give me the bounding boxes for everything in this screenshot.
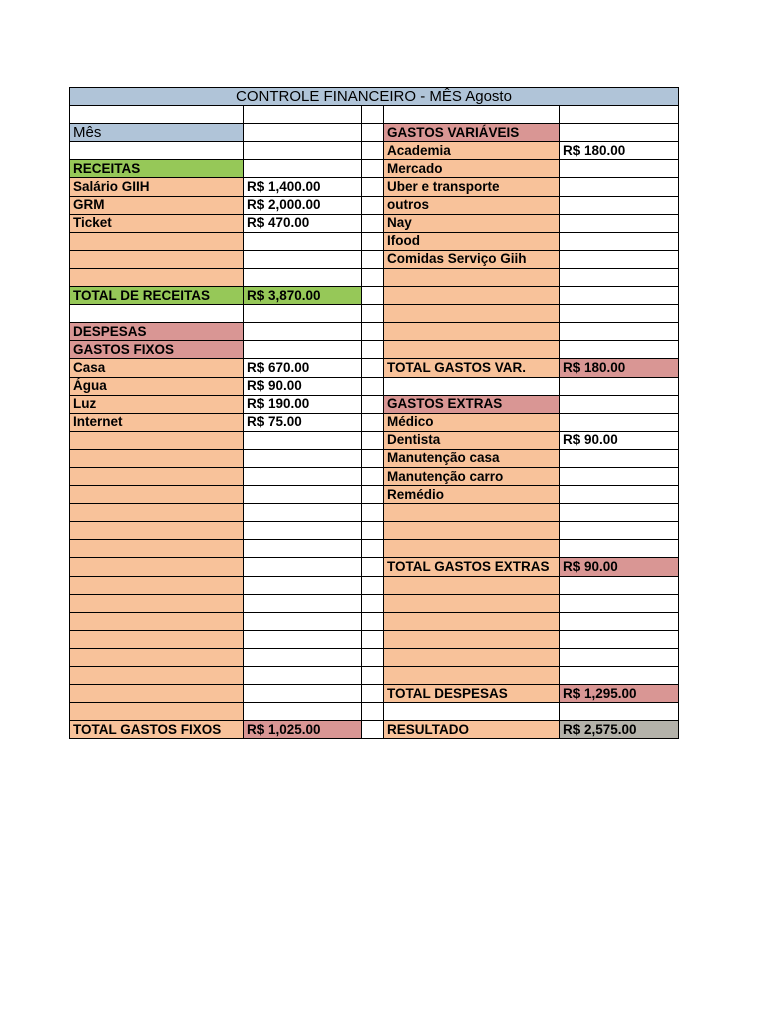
variable-expense-value[interactable]	[560, 178, 679, 196]
cell[interactable]	[560, 305, 679, 323]
cell[interactable]	[560, 630, 679, 648]
cell[interactable]	[384, 106, 560, 124]
extra-expense-value[interactable]: R$ 90.00	[560, 431, 679, 449]
cell[interactable]	[244, 558, 362, 576]
cell[interactable]	[70, 431, 244, 449]
cell[interactable]	[70, 522, 244, 540]
cell[interactable]	[560, 395, 679, 413]
cell[interactable]	[70, 268, 244, 286]
variable-expenses-header[interactable]: GASTOS VARIÁVEIS	[384, 124, 560, 142]
cell[interactable]	[362, 196, 384, 214]
variable-expense-value[interactable]	[560, 160, 679, 178]
cell[interactable]	[362, 667, 384, 685]
fixed-expense-value[interactable]: R$ 75.00	[244, 413, 362, 431]
income-value[interactable]: R$ 1,400.00	[244, 178, 362, 196]
cell[interactable]	[362, 540, 384, 558]
cell[interactable]	[244, 703, 362, 721]
cell[interactable]	[244, 305, 362, 323]
fixed-expense-value[interactable]: R$ 190.00	[244, 395, 362, 413]
total-expenses-label[interactable]: TOTAL DESPESAS	[384, 685, 560, 703]
cell[interactable]	[244, 612, 362, 630]
cell[interactable]	[244, 142, 362, 160]
cell[interactable]	[362, 721, 384, 739]
extra-expense-label[interactable]: Manutenção casa	[384, 449, 560, 467]
cell[interactable]	[560, 106, 679, 124]
cell[interactable]	[362, 359, 384, 377]
cell[interactable]	[244, 250, 362, 268]
cell[interactable]	[70, 106, 244, 124]
cell[interactable]	[560, 124, 679, 142]
cell[interactable]	[384, 703, 560, 721]
cell[interactable]	[362, 576, 384, 594]
result-value[interactable]: R$ 2,575.00	[560, 721, 679, 739]
cell[interactable]	[244, 594, 362, 612]
cell[interactable]	[70, 142, 244, 160]
variable-expense-label[interactable]: Mercado	[384, 160, 560, 178]
cell[interactable]	[362, 612, 384, 630]
cell[interactable]	[362, 142, 384, 160]
cell[interactable]	[70, 250, 244, 268]
extra-expense-label[interactable]: Médico	[384, 413, 560, 431]
cell[interactable]	[362, 522, 384, 540]
cell[interactable]	[362, 341, 384, 359]
cell[interactable]	[70, 612, 244, 630]
cell[interactable]	[362, 160, 384, 178]
cell[interactable]	[560, 576, 679, 594]
cell[interactable]	[362, 287, 384, 305]
variable-expense-label[interactable]: Uber e transporte	[384, 178, 560, 196]
cell[interactable]	[384, 305, 560, 323]
fixed-expense-label[interactable]: Luz	[70, 395, 244, 413]
cell[interactable]	[244, 160, 362, 178]
fixed-expense-label[interactable]: Internet	[70, 413, 244, 431]
cell[interactable]	[384, 540, 560, 558]
cell[interactable]	[244, 449, 362, 467]
cell[interactable]	[70, 232, 244, 250]
cell[interactable]	[362, 449, 384, 467]
cell[interactable]	[362, 178, 384, 196]
income-label[interactable]: GRM	[70, 196, 244, 214]
fixed-expense-value[interactable]: R$ 90.00	[244, 377, 362, 395]
cell[interactable]	[384, 377, 560, 395]
total-extras-label[interactable]: TOTAL GASTOS EXTRAS	[384, 558, 560, 576]
income-header[interactable]: RECEITAS	[70, 160, 244, 178]
month-label[interactable]: Mês	[70, 124, 244, 142]
cell[interactable]	[362, 467, 384, 485]
income-value[interactable]: R$ 2,000.00	[244, 196, 362, 214]
variable-expense-label[interactable]: Ifood	[384, 232, 560, 250]
cell[interactable]	[362, 648, 384, 666]
cell[interactable]	[244, 486, 362, 504]
cell[interactable]	[244, 630, 362, 648]
cell[interactable]	[70, 504, 244, 522]
cell[interactable]	[384, 504, 560, 522]
cell[interactable]	[560, 540, 679, 558]
total-expenses-value[interactable]: R$ 1,295.00	[560, 685, 679, 703]
cell[interactable]	[244, 106, 362, 124]
cell[interactable]	[362, 413, 384, 431]
cell[interactable]	[70, 685, 244, 703]
cell[interactable]	[384, 612, 560, 630]
income-label[interactable]: Ticket	[70, 214, 244, 232]
cell[interactable]	[362, 106, 384, 124]
extra-expense-label[interactable]: Manutenção carro	[384, 467, 560, 485]
cell[interactable]	[244, 540, 362, 558]
cell[interactable]	[384, 667, 560, 685]
cell[interactable]	[560, 594, 679, 612]
cell[interactable]	[244, 667, 362, 685]
variable-expense-value[interactable]	[560, 214, 679, 232]
cell[interactable]	[362, 124, 384, 142]
extra-expenses-header[interactable]: GASTOS EXTRAS	[384, 395, 560, 413]
cell[interactable]	[560, 504, 679, 522]
variable-expense-label[interactable]: outros	[384, 196, 560, 214]
cell[interactable]	[244, 341, 362, 359]
cell[interactable]	[362, 268, 384, 286]
cell[interactable]	[70, 449, 244, 467]
total-variable-label[interactable]: TOTAL GASTOS VAR.	[384, 359, 560, 377]
cell[interactable]	[362, 558, 384, 576]
income-value[interactable]: R$ 470.00	[244, 214, 362, 232]
cell[interactable]	[560, 287, 679, 305]
cell[interactable]	[384, 594, 560, 612]
variable-expense-value[interactable]: R$ 180.00	[560, 142, 679, 160]
cell[interactable]	[70, 467, 244, 485]
fixed-expense-value[interactable]: R$ 670.00	[244, 359, 362, 377]
cell[interactable]	[384, 323, 560, 341]
variable-expense-label[interactable]: Academia	[384, 142, 560, 160]
fixed-expense-label[interactable]: Casa	[70, 359, 244, 377]
cell[interactable]	[384, 287, 560, 305]
cell[interactable]	[560, 522, 679, 540]
total-extras-value[interactable]: R$ 90.00	[560, 558, 679, 576]
cell[interactable]	[362, 685, 384, 703]
cell[interactable]	[362, 630, 384, 648]
cell[interactable]	[70, 540, 244, 558]
cell[interactable]	[362, 395, 384, 413]
cell[interactable]	[244, 576, 362, 594]
cell[interactable]	[384, 341, 560, 359]
cell[interactable]	[70, 703, 244, 721]
cell[interactable]	[70, 667, 244, 685]
extra-expense-value[interactable]	[560, 413, 679, 431]
cell[interactable]	[244, 685, 362, 703]
cell[interactable]	[70, 648, 244, 666]
total-fixed-value[interactable]: R$ 1,025.00	[244, 721, 362, 739]
extra-expense-label[interactable]: Dentista	[384, 431, 560, 449]
cell[interactable]	[362, 504, 384, 522]
variable-expense-label[interactable]: Comidas Serviço Giih	[384, 250, 560, 268]
cell[interactable]	[560, 612, 679, 630]
cell[interactable]	[244, 268, 362, 286]
cell[interactable]	[362, 250, 384, 268]
variable-expense-label[interactable]: Nay	[384, 214, 560, 232]
result-label[interactable]: RESULTADO	[384, 721, 560, 739]
cell[interactable]	[384, 268, 560, 286]
variable-expense-value[interactable]	[560, 232, 679, 250]
cell[interactable]	[560, 667, 679, 685]
extra-expense-value[interactable]	[560, 486, 679, 504]
fixed-expense-label[interactable]: Água	[70, 377, 244, 395]
cell[interactable]	[384, 522, 560, 540]
total-fixed-label[interactable]: TOTAL GASTOS FIXOS	[70, 721, 244, 739]
extra-expense-label[interactable]: Remédio	[384, 486, 560, 504]
cell[interactable]	[362, 377, 384, 395]
cell[interactable]	[70, 558, 244, 576]
cell[interactable]	[70, 576, 244, 594]
cell[interactable]	[244, 467, 362, 485]
cell[interactable]	[244, 504, 362, 522]
cell[interactable]	[560, 377, 679, 395]
sheet-title: CONTROLE FINANCEIRO - MÊS Agosto	[70, 88, 679, 106]
expenses-header[interactable]: DESPESAS	[70, 323, 244, 341]
cell[interactable]	[362, 214, 384, 232]
cell[interactable]	[362, 232, 384, 250]
cell[interactable]	[384, 630, 560, 648]
cell[interactable]	[244, 232, 362, 250]
cell[interactable]	[244, 323, 362, 341]
cell[interactable]	[560, 268, 679, 286]
cell[interactable]	[362, 486, 384, 504]
cell[interactable]	[362, 594, 384, 612]
cell[interactable]	[362, 703, 384, 721]
extra-expense-value[interactable]	[560, 449, 679, 467]
cell[interactable]	[70, 630, 244, 648]
total-income-label[interactable]: TOTAL DE RECEITAS	[70, 287, 244, 305]
extra-expense-value[interactable]	[560, 467, 679, 485]
cell[interactable]	[362, 305, 384, 323]
cell[interactable]	[362, 431, 384, 449]
income-label[interactable]: Salário GIIH	[70, 178, 244, 196]
cell[interactable]	[384, 576, 560, 594]
cell[interactable]	[244, 648, 362, 666]
cell[interactable]	[384, 648, 560, 666]
cell[interactable]	[560, 648, 679, 666]
cell[interactable]	[560, 341, 679, 359]
cell[interactable]	[70, 594, 244, 612]
fixed-expenses-header[interactable]: GASTOS FIXOS	[70, 341, 244, 359]
cell[interactable]	[70, 305, 244, 323]
cell[interactable]	[244, 124, 362, 142]
cell[interactable]	[362, 323, 384, 341]
financial-control-sheet	[69, 87, 679, 739]
total-income-value[interactable]: R$ 3,870.00	[244, 287, 362, 305]
cell[interactable]	[70, 486, 244, 504]
variable-expense-value[interactable]	[560, 196, 679, 214]
total-variable-value[interactable]: R$ 180.00	[560, 359, 679, 377]
cell[interactable]	[244, 431, 362, 449]
cell[interactable]	[244, 522, 362, 540]
variable-expense-value[interactable]	[560, 250, 679, 268]
cell[interactable]	[560, 703, 679, 721]
cell[interactable]	[560, 323, 679, 341]
